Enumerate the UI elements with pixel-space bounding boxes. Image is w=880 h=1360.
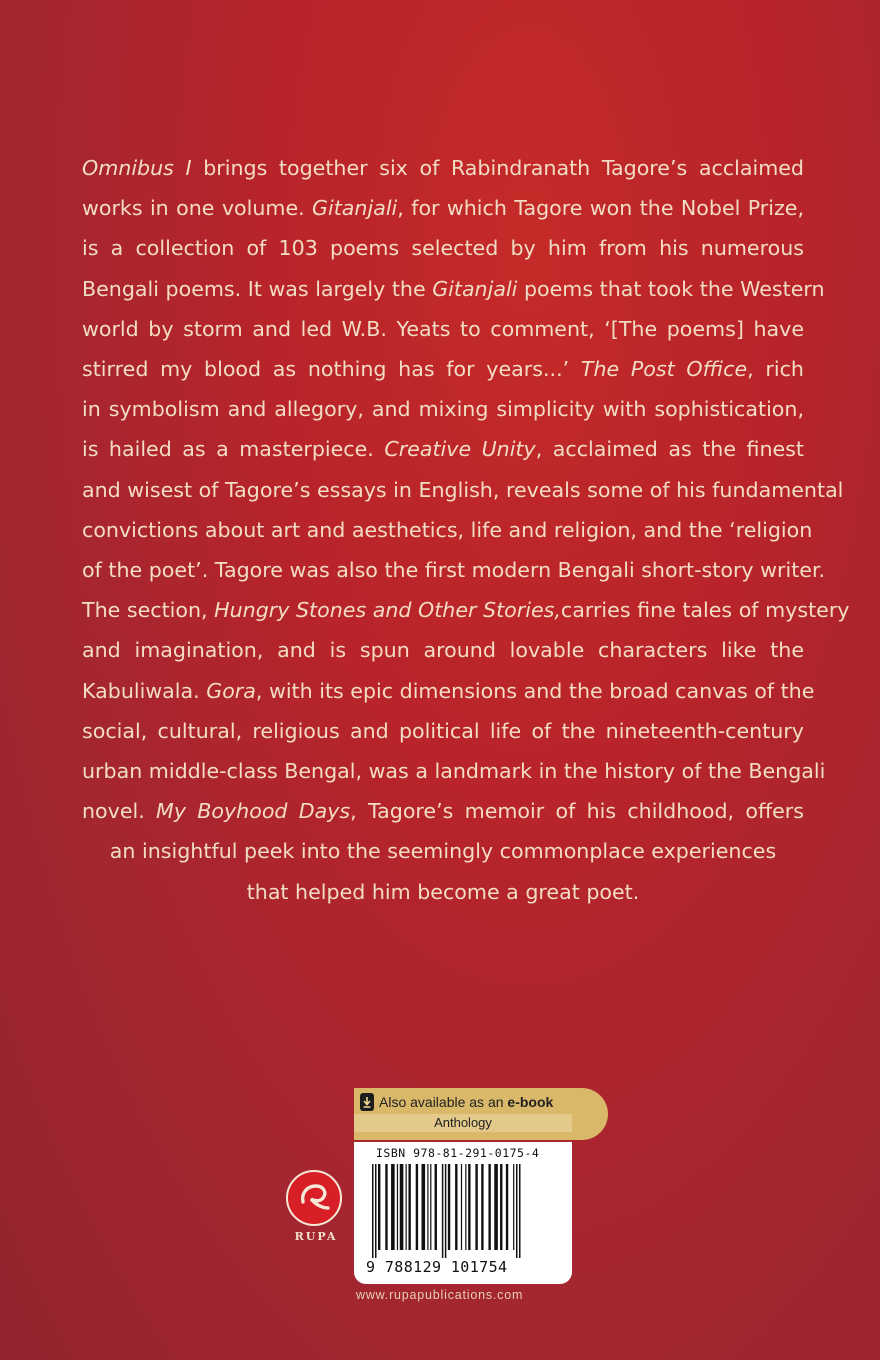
blurb-text: , rich: [747, 357, 804, 382]
blurb-text: of the poet’. Tagore was also the first modern Bengali short-story writer.: [82, 558, 826, 583]
blurb-line: [82, 470, 844, 510]
barcode-bar: [455, 1164, 457, 1250]
blurb-line: [82, 550, 826, 590]
barcode-bar: [427, 1164, 428, 1250]
blurb-text: novel.: [82, 799, 157, 824]
blurb-line: [82, 671, 815, 711]
blurb-text: , acclaimed as the finest: [535, 437, 804, 462]
barcode-bar: [448, 1164, 450, 1250]
barcode-bar: [378, 1164, 380, 1250]
blurb-text: brings together six of Rabindranath Tagore’s acclaimed: [191, 156, 804, 180]
blurb-line: [82, 791, 804, 831]
blurb-text: , for which Tagore won the Nobel Prize,: [397, 196, 804, 221]
barcode-bar: [519, 1164, 521, 1258]
barcode-bar: [445, 1164, 447, 1258]
barcode-bar: [406, 1164, 407, 1250]
blurb-text: and imagination, and is spun around lovable characters like the: [82, 638, 804, 663]
blurb-line: [82, 510, 813, 550]
barcode-bar: [422, 1164, 426, 1250]
barcode-bar: [481, 1164, 483, 1250]
ebook-label: Also available as an e-book: [379, 1094, 554, 1110]
blurb-line: [82, 228, 804, 268]
blurb-text: in symbolism and allegory, and mixing simplicity with sophistication,: [82, 397, 804, 422]
barcode-bar: [494, 1164, 498, 1250]
blurb-text: world by storm and led W.B. Yeats to comment, ‘[The poems] have: [82, 316, 804, 341]
barcode-bar: [506, 1164, 508, 1250]
blurb-line: [82, 269, 825, 309]
blurb-text: is a collection of 103 poems selected by him from his numerous: [82, 236, 804, 261]
category-label: Anthology: [354, 1114, 572, 1132]
blurb-line: [82, 630, 804, 670]
blurb-line: [82, 711, 804, 751]
barcode-bar: [372, 1164, 374, 1258]
book-blurb: [82, 148, 850, 912]
blurb-line: [82, 309, 804, 349]
ebook-availability-badge: [354, 1088, 608, 1140]
barcode-bar: [461, 1164, 462, 1250]
blurb-line: [82, 831, 804, 871]
barcode-bar: [391, 1164, 395, 1250]
publisher-name: RUPA: [294, 1230, 338, 1243]
barcode-bar: [468, 1164, 470, 1250]
publisher-logo: [286, 1170, 346, 1243]
barcode-bar: [385, 1164, 387, 1250]
book-title: My Boyhood Days: [156, 799, 351, 824]
blurb-line: [82, 349, 804, 389]
blurb-text: an insightful peek into the seemingly commonplace experiences: [109, 839, 777, 864]
barcode-bar: [465, 1164, 466, 1250]
blurb-text: Kabuliwala.: [82, 678, 207, 703]
blurb-text: , Tagore’s memoir of his childhood, offers: [350, 799, 805, 824]
blurb-text: social, cultural, religious and political life of the nineteenth-century: [82, 718, 804, 743]
barcode-bar: [400, 1164, 404, 1250]
blurb-text: that helped him become a great poet.: [246, 879, 640, 904]
blurb-text: works in one volume.: [82, 196, 313, 221]
blurb-text: urban middle-class Bengal, was a landmark in the history of the Bengali: [82, 759, 826, 784]
blurb-line: [82, 188, 804, 228]
blurb-line: [82, 429, 804, 469]
book-title: Gora: [206, 678, 256, 703]
blurb-text: Bengali poems. It was largely the: [82, 276, 433, 301]
barcode-bar: [430, 1164, 431, 1250]
blurb-text: poems that took the Western: [517, 276, 825, 301]
barcode-bar: [435, 1164, 437, 1250]
blurb-line: [82, 389, 804, 429]
publisher-website: www.rupapublications.com: [356, 1288, 524, 1302]
blurb-line: [82, 148, 804, 188]
barcode-bar: [416, 1164, 418, 1250]
blurb-line: [82, 590, 850, 630]
barcode-bar: [397, 1164, 398, 1250]
isbn-label: ISBN 978-81-291-0175-4: [376, 1146, 540, 1160]
barcode-bar: [513, 1164, 514, 1250]
barcode-panel: [354, 1142, 572, 1284]
barcode-digits: 9 788129 101754: [366, 1258, 508, 1276]
barcode-bar: [500, 1164, 502, 1250]
book-title: Hungry Stones and Other Stories,: [214, 598, 561, 623]
barcode-bar: [516, 1164, 518, 1258]
book-title: The Post Office: [580, 357, 748, 382]
barcode-bar: [488, 1164, 490, 1250]
book-title: Gitanjali: [432, 276, 518, 301]
blurb-text: convictions about art and aesthetics, life and religion, and the ‘religion: [82, 517, 813, 542]
book-title: Omnibus I: [82, 156, 192, 180]
download-icon: [360, 1093, 374, 1111]
blurb-text: and wisest of Tagore’s essays in English, reveals some of his fundamental: [82, 477, 844, 502]
barcode: [370, 1164, 556, 1258]
blurb-text: , with its epic dimensions and the broad canvas of the: [255, 678, 815, 703]
blurb-text: stirred my blood as nothing has for years...’: [82, 357, 581, 382]
barcode-bar: [375, 1164, 377, 1258]
book-title: Gitanjali: [312, 196, 398, 221]
rupa-logo-mark-icon: [286, 1170, 342, 1226]
blurb-line: [82, 751, 826, 791]
barcode-bar: [408, 1164, 410, 1250]
barcode-bar: [442, 1164, 444, 1258]
book-title: Creative Unity: [384, 437, 536, 462]
blurb-text: The section,: [82, 598, 215, 623]
blurb-text: is hailed as a masterpiece.: [82, 437, 385, 462]
blurb-line: [82, 872, 804, 912]
barcode-bar: [475, 1164, 477, 1250]
blurb-text: carries fine tales of mystery: [560, 598, 850, 623]
